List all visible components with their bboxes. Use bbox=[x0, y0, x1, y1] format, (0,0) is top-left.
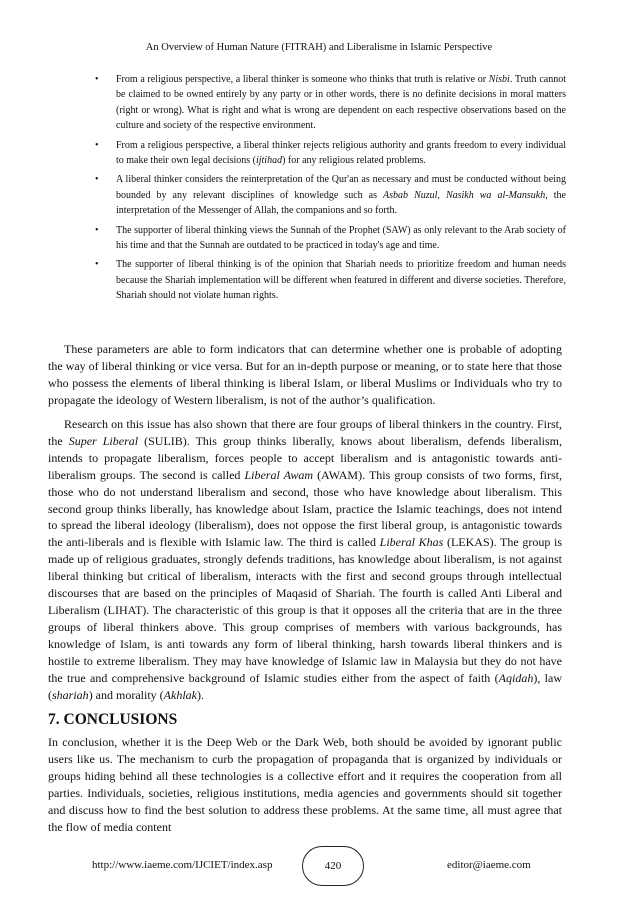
emphasis-text: shariah bbox=[52, 687, 89, 702]
bullet-emphasis: Asbab Nuzul, Nasikh wa al-Mansukh bbox=[383, 189, 546, 201]
bullet-icon: • bbox=[95, 74, 99, 85]
bullet-text: A liberal thinker considers the reinterpretation of the Qur'an as necessary and must be conducted without being bounded by any relevant disciplines of knowledge such as bbox=[116, 174, 566, 201]
bullet-icon: • bbox=[95, 224, 99, 236]
bullet-item bbox=[88, 257, 566, 303]
paragraph-text: ), law ( bbox=[48, 670, 562, 702]
bullet-icon: • bbox=[95, 174, 99, 186]
bullet-item bbox=[88, 72, 566, 134]
editor-email[interactable]: editor@iaeme.com bbox=[447, 859, 531, 871]
paragraph-text: (SULIB). This group thinks liberally, knows about liberalism, defends liberalism, intends to propagate liberalism, forces people to accept liberalism and is antagonistic towards anti-liberalism groups. The second is called bbox=[48, 433, 562, 482]
body-paragraph bbox=[48, 734, 562, 835]
bullet-item bbox=[88, 138, 566, 169]
bullet-text: From a religious perspective, a liberal thinker is someone who thinks that truth is relative or bbox=[116, 74, 489, 85]
bullet-item bbox=[88, 223, 566, 254]
bullet-text: ) for any religious related problems. bbox=[282, 155, 426, 167]
emphasis-text: Liberal Awam bbox=[244, 467, 313, 482]
emphasis-text: Liberal Khas bbox=[379, 535, 444, 550]
page-footer bbox=[0, 846, 638, 886]
section-heading: 7. CONCLUSIONS bbox=[48, 711, 178, 728]
bullet-emphasis: Nisbi bbox=[488, 74, 510, 85]
paragraph-text: (AWAM). This group consists of two forms, first, those who do not understand liberalism and second, those who have knowledge about liberalism. This second group thinks liberally, has knowledge about Islam, practice the Islamic teachings, does not intend to spread the liberal ideology (liberalism), does not oppose the first liberal group, is antagonistic towards the anti-liberals and is flexible with Islamic law. The third is called bbox=[48, 467, 562, 550]
paragraph-text: Research on this issue has also shown that there are four groups of liberal thinkers in the country. First, the bbox=[48, 417, 562, 448]
paragraph-text: (LEKAS). The group is made up of religious graduates, strongly defends traditions, has knowledge about liberalism, is not against liberal thinking but critical of liberalism, interacts with the first and second groups through intellectual discourses that are based on the principles of Maqasid of Shariah. The fourth is called Anti Liberal and Liberalism (LIHAT). The characteristic of this group is that it opposes all the criteria that are in the three groups of liberal thinkers above. This group comprises of members with various backgrounds, has knowledge of Islam, is anti towards any form of liberal thinking, harsh towards liberal thinkers and is hostile to extreme liberalism. They may have knowledge of Islamic law in Malaysia but they do not have the true and comprehensive background of Islamic studies either from the aspect of faith ( bbox=[48, 535, 563, 685]
bullet-text: From a religious perspective, a liberal thinker rejects religious authority and grants freedom to every individual to make their own legal decisions ( bbox=[116, 139, 566, 167]
body-paragraph bbox=[48, 416, 562, 703]
body-paragraph bbox=[48, 341, 562, 409]
bullet-item bbox=[88, 172, 566, 218]
paragraph-text: ) and morality ( bbox=[88, 687, 164, 702]
bullet-text: The supporter of liberal thinking views the Sunnah of the Prophet (SAW) as only relevant to the Arab society of his time and that the Sunnah are outdated to be practiced in today's age and time. bbox=[116, 224, 566, 252]
emphasis-text: Super Liberal bbox=[68, 433, 139, 448]
emphasis-text: Aqidah bbox=[498, 670, 534, 685]
page-number: 420 bbox=[302, 846, 364, 886]
running-header: An Overview of Human Nature (FITRAH) and Liberalisme in Islamic Perspective bbox=[145, 42, 493, 53]
bullet-icon: • bbox=[95, 259, 99, 271]
paragraph-text: These parameters are able to form indicators that can determine whether one is probable of adopting the way of liberal thinking or vice versa. But for an in-depth purpose or meaning, or to state here that those who possess the elements of liberal thinking is liberal Islam, or liberal Muslims or Individuals who try to propagate the ideology of Western liberalism, is not of the author’s qualification. bbox=[48, 342, 562, 407]
bullet-list bbox=[88, 72, 566, 308]
paragraph-text: In conclusion, whether it is the Deep Web or the Dark Web, both should be avoided by ignorant public users like us. The mechanism to curb the propagation of propaganda that is organized by individuals or groups hiding behind all these technologies is a collective effort and it requires the cooperation from all parties. Individuals, societies, religious institutions, media agencies and governments should sit together and discuss how to find the best solution to address these problems. At the same time, all must agree that the flow of media content bbox=[48, 735, 562, 834]
bullet-text: . Truth cannot be claimed to be owned entirely by any party or in other words, there is no definite decisions in moral matters (right or wrong). What is right and what is wrong are dependent on each respective observations based on the culture and society of the respective environment. bbox=[116, 74, 566, 132]
bullet-text: , the interpretation of the Messenger of Allah, the companions and so forth. bbox=[116, 189, 566, 217]
emphasis-text: Akhlak bbox=[163, 687, 197, 702]
bullet-emphasis: ijtihad bbox=[255, 155, 283, 167]
bullet-icon: • bbox=[95, 139, 99, 151]
journal-url[interactable]: http://www.iaeme.com/IJCIET/index.asp bbox=[92, 859, 273, 871]
bullet-text: The supporter of liberal thinking is of the opinion that Shariah needs to prioritize freedom and human needs because the Shariah implementation will be different when featured in different and diverse societies. Therefore, Shariah should not violate human rights. bbox=[116, 259, 566, 302]
paragraph-text: ). bbox=[197, 687, 204, 702]
